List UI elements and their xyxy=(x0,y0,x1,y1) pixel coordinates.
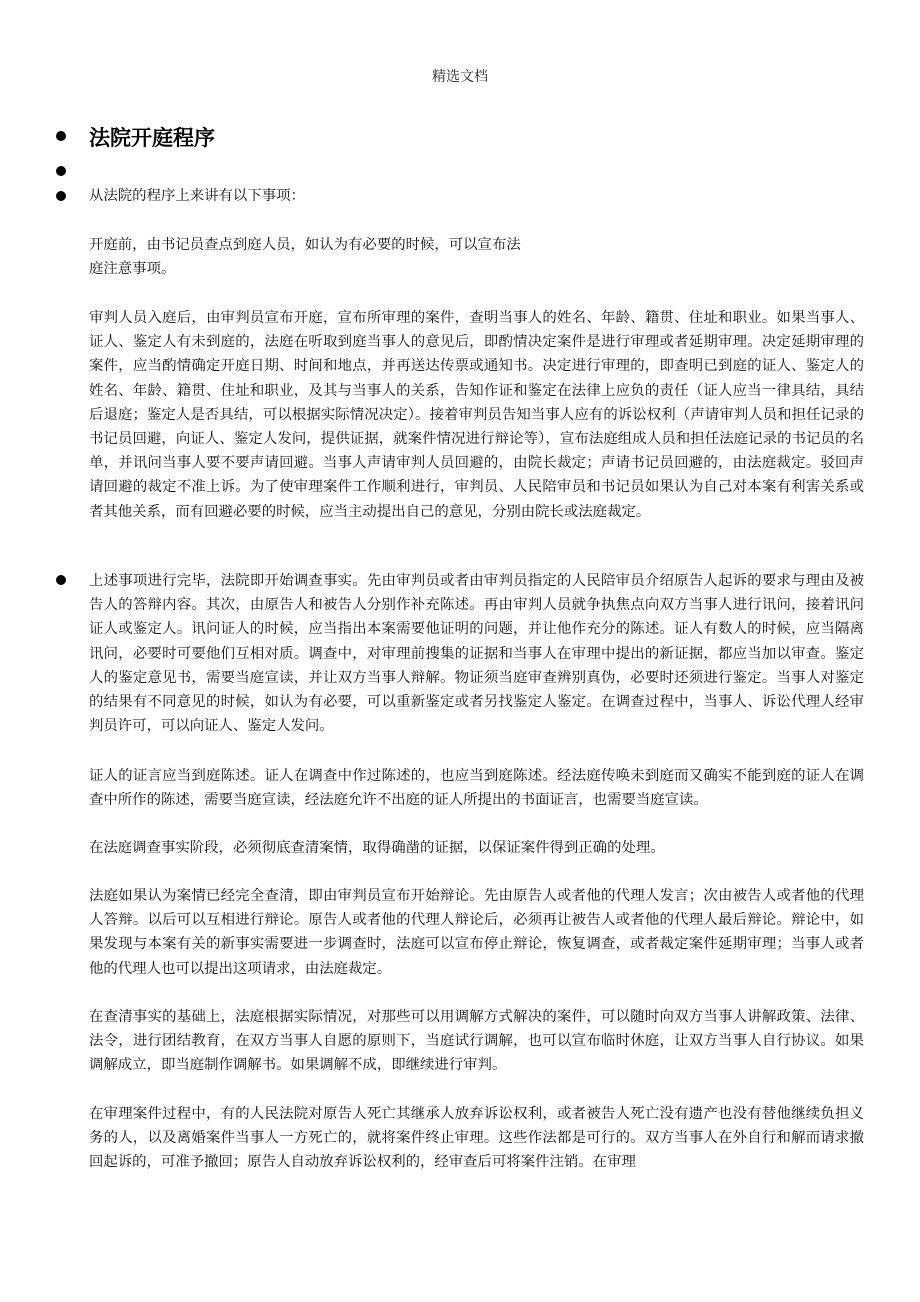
opening-line-2: 庭注意事项。 xyxy=(89,261,176,277)
paragraph-debate: 法庭如果认为案情已经完全查清，即由审判员宣布开始辩论。先由原告人或者他的代理人发言；次由被告人或者他的代理人答辩。以后可以互相进行辩论。原告人或者他的代理人辩论后，必须再让被告人或者他的代理人最后辩论。辩论中，如果发现与本案有关的新事实需要进一步调查时，法庭可以宣布停止辩论，恢复调查，或者裁定案件延期审理；当事人或者他的代理人也可以提出这项请求，由法庭裁定。 xyxy=(89,888,864,977)
paragraph-termination: 在审理案件过程中，有的人民法院对原告人死亡其继承人放弃诉讼权利，或者被告人死亡没有遗产也没有替他继续负担义务的人，以及离婚案件当事人一方死亡的，就将案件终止审理。这些作法都是可行的。双方当事人在外自行和解而请求撤回起诉的，可准予撤回；原告人自动放弃诉讼权利的，经审查后可将案件注销。在审理 xyxy=(89,1106,864,1171)
intro-line: 从法院的程序上来讲有以下事项： xyxy=(89,188,305,204)
paragraph-court-opening: 审判人员入庭后，由审判员宣布开庭，宣布所审理的案件，查明当事人的姓名、年龄、籍贯、住址和职业。如果当事人、证人、鉴定人有未到庭的，法庭在听取到庭当事人的意见后，即酌情决定案件是进行审理或者延期审理。决定延期审理的案件，应当酌情确定开庭日期、时间和地点，并再送达传票或通知书。决定进行审理的，即查明已到庭的证人、鉴定人的姓名、年龄、籍贯、住址和职业，及其与当事人的关系，告知作证和鉴定在法律上应负的责任（证人应当一律具结，具结后退庭；鉴定人是否具结，可以根据实际情况决定）。接着审判员告知当事人应有的诉讼权利（声请审判人员和担任记录的书记员回避，向证人、鉴定人发问，提供证据，就案件情况进行辩论等），宣布法庭组成人员和担任法庭记录的书记员的名单，并讯问当事人要不要声请回避。当事人声请审判人员回避的，由院长裁定；声请书记员回避的，由法庭裁定。驳回声请回避的裁定不准上诉。为了使审理案件工作顺利进行，审判员、人民陪审员和书记员如果认为自己对本案有利害关系或者其他关系，而有回避必要的时候，应当主动提出自己的意见，分别由院长或法庭裁定。 xyxy=(89,310,864,520)
paragraph-investigation: 上述事项进行完毕，法院即开始调查事实。先由审判员或者由审判员指定的人民陪审员介绍原告人起诉的要求与理由及被告人的答辩内容。其次，由原告人和被告人分别作补充陈述。再由审判人员就争执焦点向双方当事人进行讯问，接着讯问证人或鉴定人。讯问证人的时候，应当指出本案需要他证明的问题，并让他作充分的陈述。证人有数人的时候，应当隔离讯问，必要时可要他们互相对质。调查中，对审理前搜集的证据和当事人在审理中提出的新证据，都应当加以审查。鉴定人的鉴定意见书，需要当庭宣读，并让双方当事人辩解。物证须当庭审查辨别真伪，必要时还须进行鉴定。当事人对鉴定的结果有不同意见的时候，如认为有必要，可以重新鉴定或者另找鉴定人鉴定。在调查过程中，当事人、诉讼代理人经审判员许可，可以向证人、鉴定人发问。 xyxy=(89,573,864,735)
bullet-icon xyxy=(56,191,66,201)
bullet-icon xyxy=(56,575,66,585)
opening-line-1: 开庭前，由书记员查点到庭人员，如认为有必要的时候，可以宣布法 xyxy=(89,237,521,253)
bullet-icon xyxy=(56,166,66,176)
paragraph-fact-finding: 在法庭调查事实阶段，必须彻底查清案情，取得确凿的证据，以保证案件得到正确的处理。 xyxy=(89,840,665,856)
bullet-icon xyxy=(56,131,66,141)
paragraph-mediation: 在查清事实的基础上，法庭根据实际情况，对那些可以用调解方式解决的案件，可以随时向双方当事人讲解政策、法律、法令，进行团结教育，在双方当事人自愿的原则下，当庭试行调解，也可以宣布临时休庭，让双方当事人自行协议。如果调解成立，即当庭制作调解书。如果调解不成，即继续进行审判。 xyxy=(89,1009,864,1074)
page-header: 精选文档 xyxy=(432,69,488,85)
page-title: 法院开庭程序 xyxy=(89,126,215,150)
paragraph-testimony: 证人的证言应当到庭陈述。证人在调查中作过陈述的，也应当到庭陈述。经法庭传唤未到庭而又确实不能到庭的证人在调查中所作的陈述，需要当庭宣读，经法庭允许不出庭的证人所提出的书面证言，也需要当庭宣读。 xyxy=(89,768,864,809)
